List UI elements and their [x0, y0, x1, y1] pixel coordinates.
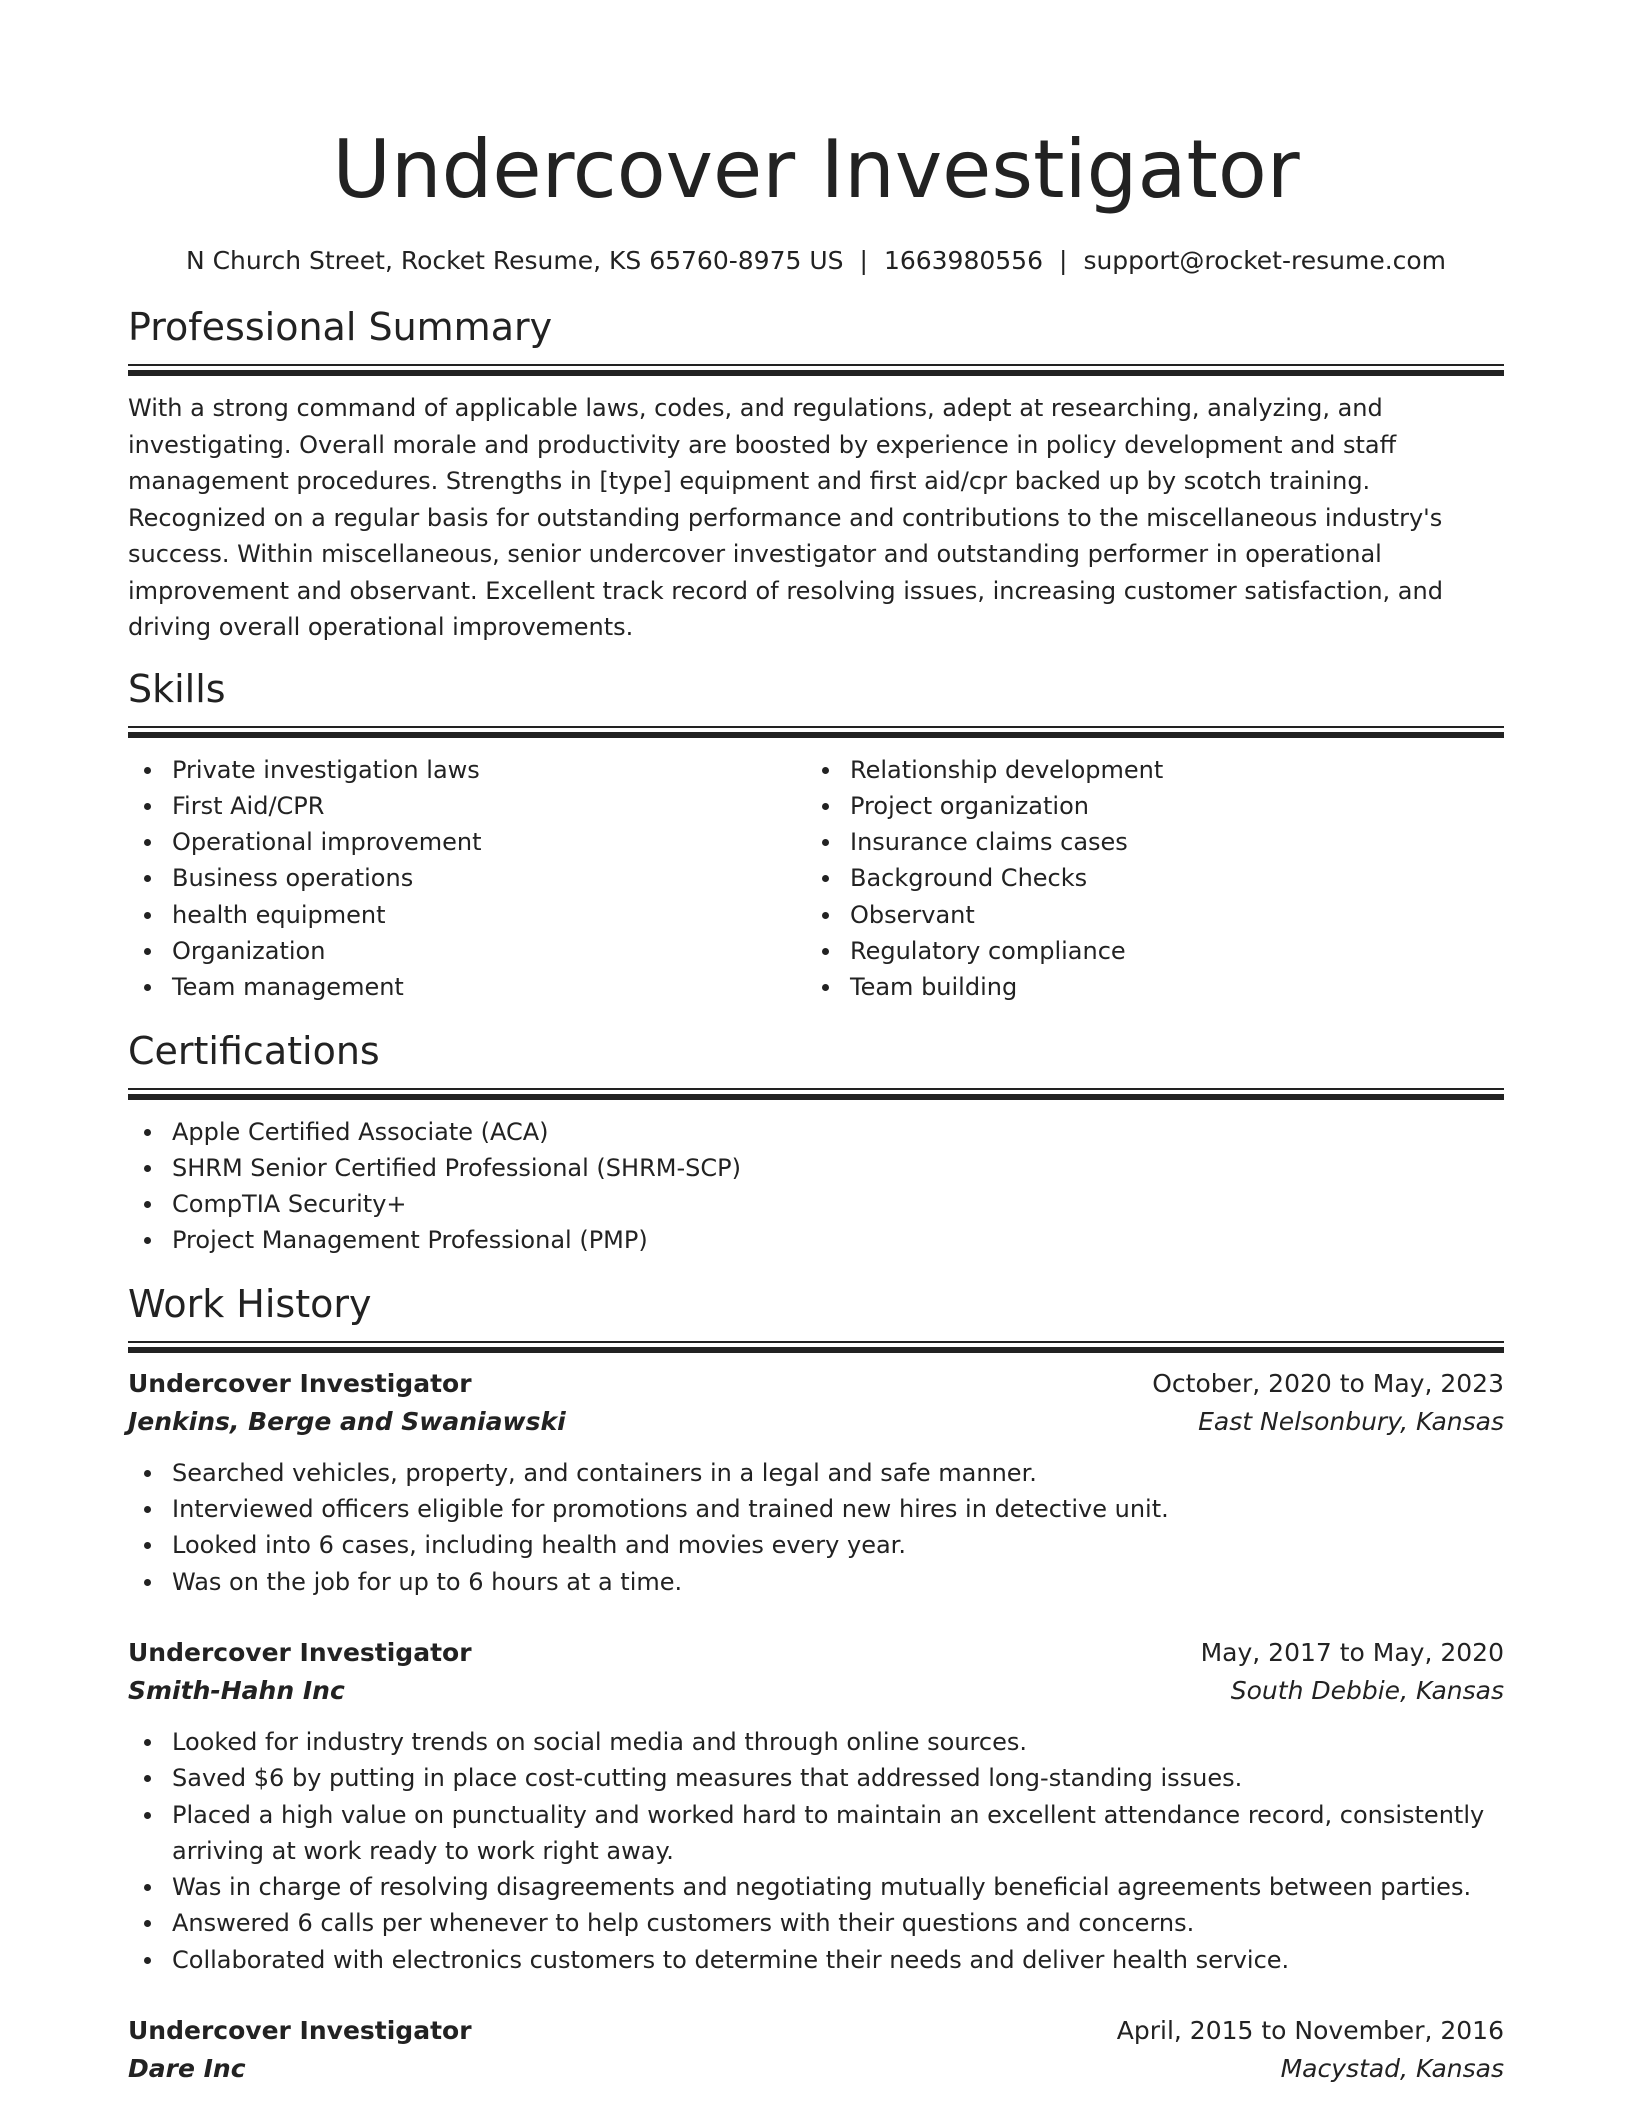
contact-address: N Church Street, Rocket Resume, KS 65760-8975 US: [185, 246, 844, 275]
skill-item: Insurance claims cases: [806, 824, 1484, 860]
certification-item: Project Management Professional (PMP): [128, 1222, 1504, 1258]
section-title-skills: Skills: [128, 666, 226, 711]
contact-email: support@rocket-resume.com: [1083, 246, 1447, 275]
job-title: Undercover Investigator: [128, 1637, 472, 1667]
section-divider: [128, 1088, 1504, 1100]
contact-separator: |: [859, 246, 868, 275]
resume-page: [128, 0, 1504, 2088]
job-company: Smith-Hahn Inc: [128, 1675, 345, 1705]
skills-list-left: [128, 752, 806, 1006]
section-title-summary: Professional Summary: [128, 305, 553, 349]
job-entry: [128, 1634, 1504, 1978]
contact-separator: |: [1059, 246, 1068, 275]
job-subheader: [128, 1672, 1504, 1710]
summary-section: [128, 304, 1504, 646]
job-duty: Was in charge of resolving disagreements and negotiating mutually beneficial agreements between parties.: [128, 1869, 1504, 1905]
job-duty: Looked for industry trends on social media and through online sources.: [128, 1724, 1504, 1760]
contact-line: [128, 244, 1504, 278]
job-header: [128, 2012, 1504, 2050]
job-location: South Debbie, Kansas: [1230, 1675, 1504, 1705]
job-header: [128, 1634, 1504, 1672]
job-location: East Nelsonbury, Kansas: [1198, 1406, 1504, 1436]
certification-item: CompTIA Security+: [128, 1186, 1504, 1222]
job-duty: Was on the job for up to 6 hours at a time.: [128, 1564, 1504, 1600]
job-duties-list: [128, 1455, 1504, 1600]
job-entry: [128, 2012, 1504, 2088]
certifications-list: [128, 1114, 1504, 1259]
job-entry: [128, 1365, 1504, 1600]
section-title-certifications: Certifications: [128, 1028, 380, 1073]
job-dates: April, 2015 to November, 2016: [1116, 2016, 1504, 2046]
certification-item: SHRM Senior Certified Professional (SHRM-SCP): [128, 1150, 1504, 1186]
skill-item: Operational improvement: [128, 824, 806, 860]
skill-item: Private investigation laws: [128, 752, 806, 788]
job-duty: Interviewed officers eligible for promotions and trained new hires in detective unit.: [128, 1491, 1504, 1527]
skill-item: Project organization: [806, 788, 1484, 824]
job-duties-list: [128, 1724, 1504, 1978]
job-subheader: [128, 2050, 1504, 2088]
skill-item: Background Checks: [806, 860, 1484, 896]
job-title: Undercover Investigator: [128, 2016, 472, 2046]
skill-item: Team building: [806, 969, 1484, 1005]
job-duty: Searched vehicles, property, and containers in a legal and safe manner.: [128, 1455, 1504, 1491]
job-dates: May, 2017 to May, 2020: [1200, 1637, 1504, 1667]
job-duty: Answered 6 calls per whenever to help customers with their questions and concerns.: [128, 1905, 1504, 1941]
job-dates: October, 2020 to May, 2023: [1152, 1368, 1504, 1398]
skill-item: Relationship development: [806, 752, 1484, 788]
section-divider: [128, 1341, 1504, 1353]
certification-item: Apple Certified Associate (ACA): [128, 1114, 1504, 1150]
section-divider: [128, 364, 1504, 376]
skills-list-right: [806, 752, 1484, 1006]
skill-item: Organization: [128, 933, 806, 969]
job-header: [128, 1365, 1504, 1403]
job-duty: Placed a high value on punctuality and worked hard to maintain an excellent attendance record, consistently arriving at work ready to work right away.: [128, 1797, 1504, 1870]
job-duty: Saved $6 by putting in place cost-cutting measures that addressed long-standing issues.: [128, 1760, 1504, 1796]
skill-item: Business operations: [128, 860, 806, 896]
summary-text: With a strong command of applicable laws, codes, and regulations, adept at researching, analyzing, and investigating. Overall morale and productivity are boosted by experience in policy development and staff management procedures. Strengths in [type] equipment and first aid/cpr backed up by scotch training. Recognized on a regular basis for outstanding performance and contributions to the miscellaneous industry's success. Within miscellaneous, senior undercover investigator and outstanding performer in operational improvement and observant. Excellent track record of resolving issues, increasing customer satisfaction, and driving overall operational improvements.: [128, 394, 1443, 641]
skills-section: [128, 666, 1504, 1006]
job-duty: Looked into 6 cases, including health and movies every year.: [128, 1527, 1504, 1563]
skills-columns: [128, 752, 1504, 1006]
contact-phone: 1663980556: [883, 246, 1043, 275]
skill-item: First Aid/CPR: [128, 788, 806, 824]
job-company: Jenkins, Berge and Swaniawski: [128, 1406, 566, 1436]
skill-item: health equipment: [128, 897, 806, 933]
job-subheader: [128, 1403, 1504, 1441]
skill-item: Observant: [806, 897, 1484, 933]
job-duty: Collaborated with electronics customers to determine their needs and deliver health service.: [128, 1942, 1504, 1978]
candidate-name: Undercover Investigator: [332, 123, 1300, 216]
skill-item: Regulatory compliance: [806, 933, 1484, 969]
job-company: Dare Inc: [128, 2054, 246, 2084]
section-title-work-history: Work History: [128, 1281, 372, 1326]
job-title: Undercover Investigator: [128, 1368, 472, 1398]
certifications-section: [128, 1028, 1504, 1259]
skill-item: Team management: [128, 969, 806, 1005]
section-divider: [128, 726, 1504, 738]
job-location: Macystad, Kansas: [1280, 2054, 1504, 2084]
work-history-section: [128, 1281, 1504, 2088]
